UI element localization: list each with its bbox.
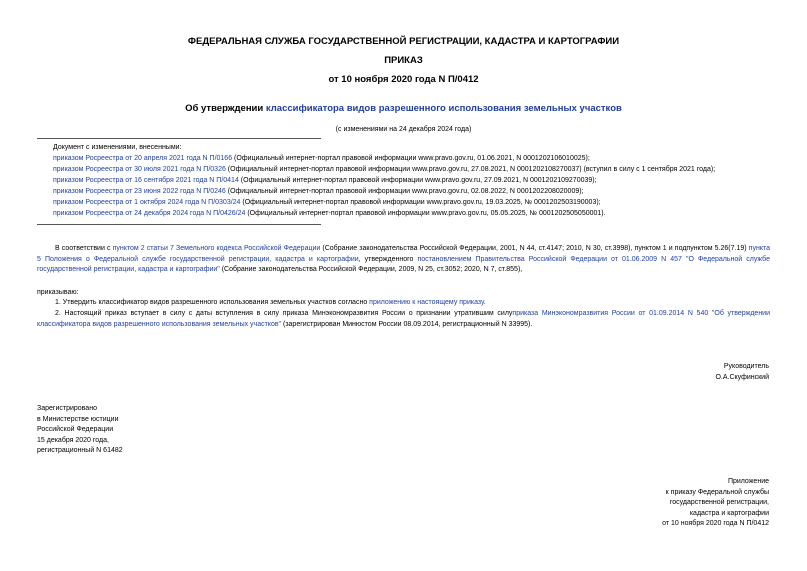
change-link[interactable]: приказом Росреестра от 24 декабря 2024 года N П/0426/24 (53, 210, 246, 217)
changes-rule-top (37, 138, 321, 139)
order-540-link[interactable]: приказа Минэкономразвития России от 01.09.2014 N 540 "Об утверждении классификатора видов разрешенного использования земельных участков" (37, 310, 771, 328)
change-item: приказом Росреестра от 24 декабря 2024 года N П/0426/24 (Официальный интернет-портал правовой информации www.pravo.gov.ru, 05.05.2025, № 0001202505050001). (53, 210, 606, 217)
order-item-1: 1. Утвердить классификатор видов разрешенного использования земельных участков согласно приложению к настоящему приказу. (55, 299, 486, 306)
basis-link-land-code[interactable]: пунктом 2 статьи 7 Земельного кодекса Российской Федерации (112, 245, 321, 252)
revision-note: (с изменениями на 24 декабря 2024 года) (335, 126, 472, 133)
registration-block (37, 404, 123, 457)
subject-link[interactable]: классификатора видов разрешенного использования земельных участков (265, 103, 622, 114)
change-link[interactable]: приказом Росреестра от 23 июня 2022 года N П/0246 (53, 188, 226, 195)
registration-line: в Министерстве юстиции (37, 415, 119, 423)
change-link[interactable]: приказом Росреестра от 1 октября 2024 года N П/0303/24 (53, 199, 241, 206)
order-item-2: 2. Настоящий приказ вступает в силу с даты вступления в силу приказа Минэкономразвития России о признании утратившим силуприказа Минэкономразвития России от 01.09.2014 N 540 "Об утверждении классификатора видов разрешенного использования земельных участков" (зарегистрирован Минюстом России 08.09.2014, регистрационный N 33995). (37, 310, 771, 328)
signature-name: О.А.Скуфинский (715, 373, 769, 381)
change-item: приказом Росреестра от 30 июля 2021 года N П/0326 (Официальный интернет-портал правовой информации www.pravo.gov.ru, 27.08.2021, N 0001202108270037) (вступил в силу с 1 сентября 2021 года); (53, 166, 716, 173)
basis-link-decree[interactable]: постановлением Правительства Российской Федерации от 01.06.2009 N 457 "О Федеральной службе государственной регистрации, кадастра и картографии" (37, 255, 770, 273)
basis-paragraph: В соответствии с пунктом 2 статьи 7 Земельного кодекса Российской Федерации (Собрание законодательства Российской Федерации, 2001, N 44, ст.4147; 2010, N 30, ст.3998), пунктом 1 и подпунктом 5.26(7.19) пункта 5 Положения о Федеральной службе государственной регистрации, кадастра и картографии, утвержденного постановлением Правительства Российской Федерации от 01.06.2009 N 457 "О Федеральной службе государственной регистрации, кадастра и картографии" (Собрание законодательства Российской Федерации, 2009, N 25, ст.3052; 2020, N 7, ст.855), (37, 245, 770, 273)
appendix-line: от 10 ноября 2020 года N П/0412 (662, 520, 769, 527)
appendix-link[interactable]: приложению к настоящему приказу (369, 299, 484, 306)
appendix-line: кадастра и картографии (689, 509, 769, 517)
changes-intro: Документ с изменениями, внесенными: (53, 144, 182, 151)
appendix-line: Приложение (727, 478, 769, 485)
order-word: приказываю: (37, 289, 79, 296)
changes-list (53, 142, 793, 219)
appendix-block (662, 477, 769, 530)
registration-line: Российской Федерации (37, 426, 114, 433)
change-link[interactable]: приказом Росреестра от 30 июля 2021 года N П/0326 (53, 166, 226, 173)
subject-prefix: Об утверждении (185, 103, 266, 114)
change-link[interactable]: приказом Росреестра от 20 апреля 2021 года N П/0166 (53, 155, 233, 162)
signature-title: Руководитель (723, 363, 769, 370)
appendix-line: к приказу Федеральной службы (665, 488, 769, 496)
registration-line: регистрационный N 61482 (37, 447, 123, 454)
registration-line: Зарегистрировано (37, 405, 97, 412)
changes-rule-bottom (37, 224, 321, 225)
change-item: приказом Росреестра от 16 сентября 2021 года N П/0414 (Официальный интернет-портал правовой информации www.pravo.gov.ru, 27.09.2021, N 0001202109270039); (53, 177, 597, 184)
signature-block (715, 362, 769, 383)
registration-line: 15 декабря 2020 года, (37, 436, 109, 444)
doc-subject (0, 103, 807, 114)
appendix-line: государственной регистрации, (669, 499, 769, 506)
change-link[interactable]: приказом Росреестра от 16 сентября 2021 года N П/0414 (53, 177, 239, 184)
change-item: приказом Росреестра от 1 октября 2024 года N П/0303/24 (Официальный интернет-портал правовой информации www.pravo.gov.ru, 19.03.2025, № 0001202503190003); (53, 199, 601, 206)
agency-title: ФЕДЕРАЛЬНАЯ СЛУЖБА ГОСУДАРСТВЕННОЙ РЕГИСТРАЦИИ, КАДАСТРА И КАРТОГРАФИИ (187, 36, 620, 47)
change-item: приказом Росреестра от 23 июня 2022 года N П/0246 (Официальный интернет-портал правовой информации www.pravo.gov.ru, 02.08.2022, N 0001202208020009); (53, 188, 584, 195)
doc-type: ПРИКАЗ (384, 55, 423, 66)
basis-link-regulation[interactable]: пункта 5 Положения о Федеральной службе государственной регистрации, кадастра и картографии (37, 245, 770, 263)
doc-date-number: от 10 ноября 2020 года N П/0412 (328, 74, 479, 85)
change-item: приказом Росреестра от 20 апреля 2021 года N П/0166 (Официальный интернет-портал правовой информации www.pravo.gov.ru, 01.06.2021, N 0001202106010025); (53, 155, 590, 162)
